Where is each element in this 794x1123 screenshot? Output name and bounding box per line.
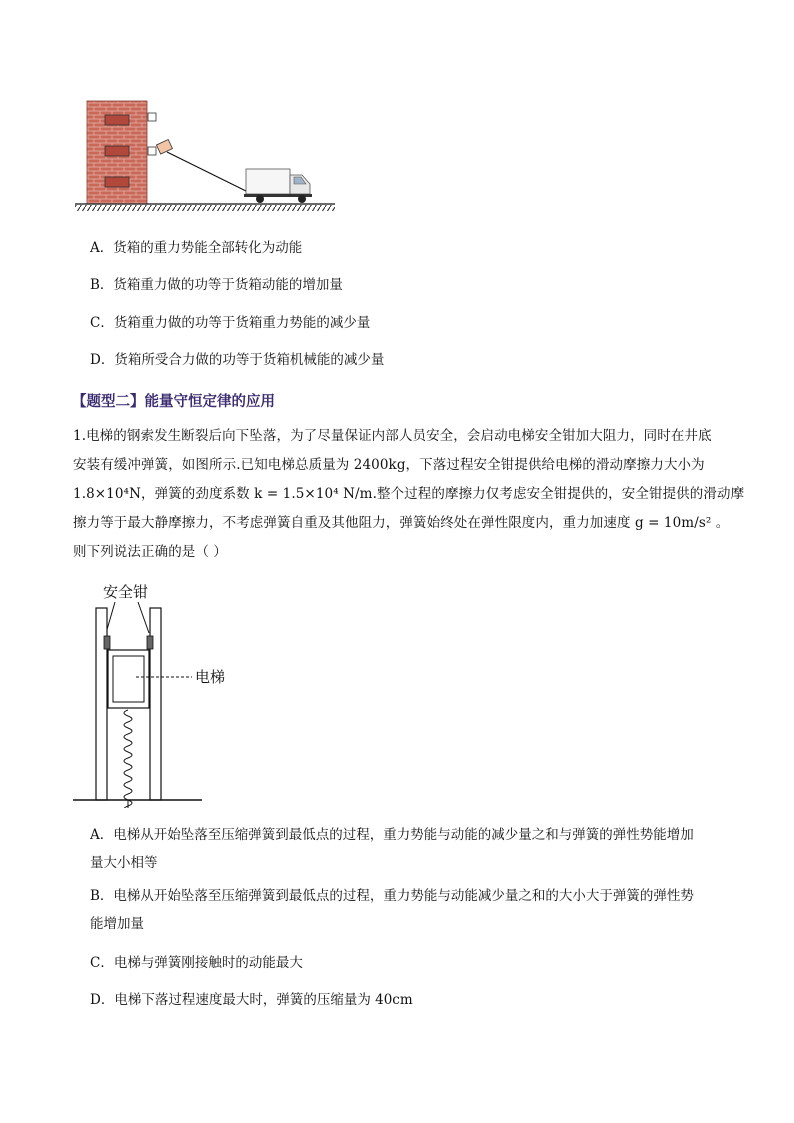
window [105,177,129,187]
question-line-2: 安装有缓冲弹簧，如图所示.已知电梯总质量为 2400kg，下落过程安全钳提供给电梯的滑动摩擦力大小为 [73,457,705,473]
question-line-5: 则下列说法正确的是（ ） [73,544,227,560]
safety-clamp-left [104,636,110,649]
section-heading: 【题型二】能量守恒定律的应用 [72,393,275,410]
option-c-1: C．货箱重力做的功等于货箱重力势能的减少量 [90,315,371,331]
option-b-2-line-2: 能增加量 [90,916,144,932]
option-c-2: C．电梯与弹簧刚接触时的动能最大 [90,955,303,971]
question-line-1: 1.电梯的钢索发生断裂后向下坠落，为了尽量保证内部人员安全，会启动电梯安全钳加大阻力，同时在井底 [73,428,712,444]
label-elevator: 电梯 [195,668,226,686]
option-a-2-line-2: 量大小相等 [90,855,158,871]
crate [156,140,172,155]
option-a-2 [90,821,730,877]
question-line-3: 1.8×10⁴N，弹簧的劲度系数 k = 1.5×10⁴ N/m.整个过程的摩擦力仅考虑安全钳提供的，安全钳提供的滑动摩 [73,486,745,502]
window [105,146,129,156]
figure-elevator [70,578,270,808]
ledge [148,147,156,155]
ledge [148,113,156,121]
safety-clamp-right [147,636,153,649]
window [105,115,129,125]
buffer-spring [124,710,132,808]
option-b-1: B．货箱重力做的功等于货箱动能的增加量 [90,277,343,293]
figure-building-truck [70,95,340,220]
rope [167,152,250,193]
option-d-1: D．货箱所受合力做的功等于货箱机械能的减少量 [90,352,385,368]
question-line-4: 擦力等于最大静摩擦力，不考虑弹簧自重及其他阻力，弹簧始终处在弹性限度内，重力加速度 g = 10m/s² 。 [73,515,730,531]
option-b-2 [90,882,730,938]
option-a-1: A．货箱的重力势能全部转化为动能 [90,240,303,256]
option-d-2: D．电梯下落过程速度最大时，弹簧的压缩量为 40cm [90,992,413,1008]
ground-hatch [75,205,335,211]
truck [244,169,312,203]
option-b-2-line-1: B．电梯从开始坠落至压缩弹簧到最低点的过程，重力势能与动能减少量之和的大小大于弹簧的弹性势 [90,888,694,904]
label-safety-clamp: 安全钳 [103,583,149,601]
option-a-2-line-1: A．电梯从开始坠落至压缩弹簧到最低点的过程，重力势能与动能的减少量之和与弹簧的弹性势能增加 [90,827,694,843]
